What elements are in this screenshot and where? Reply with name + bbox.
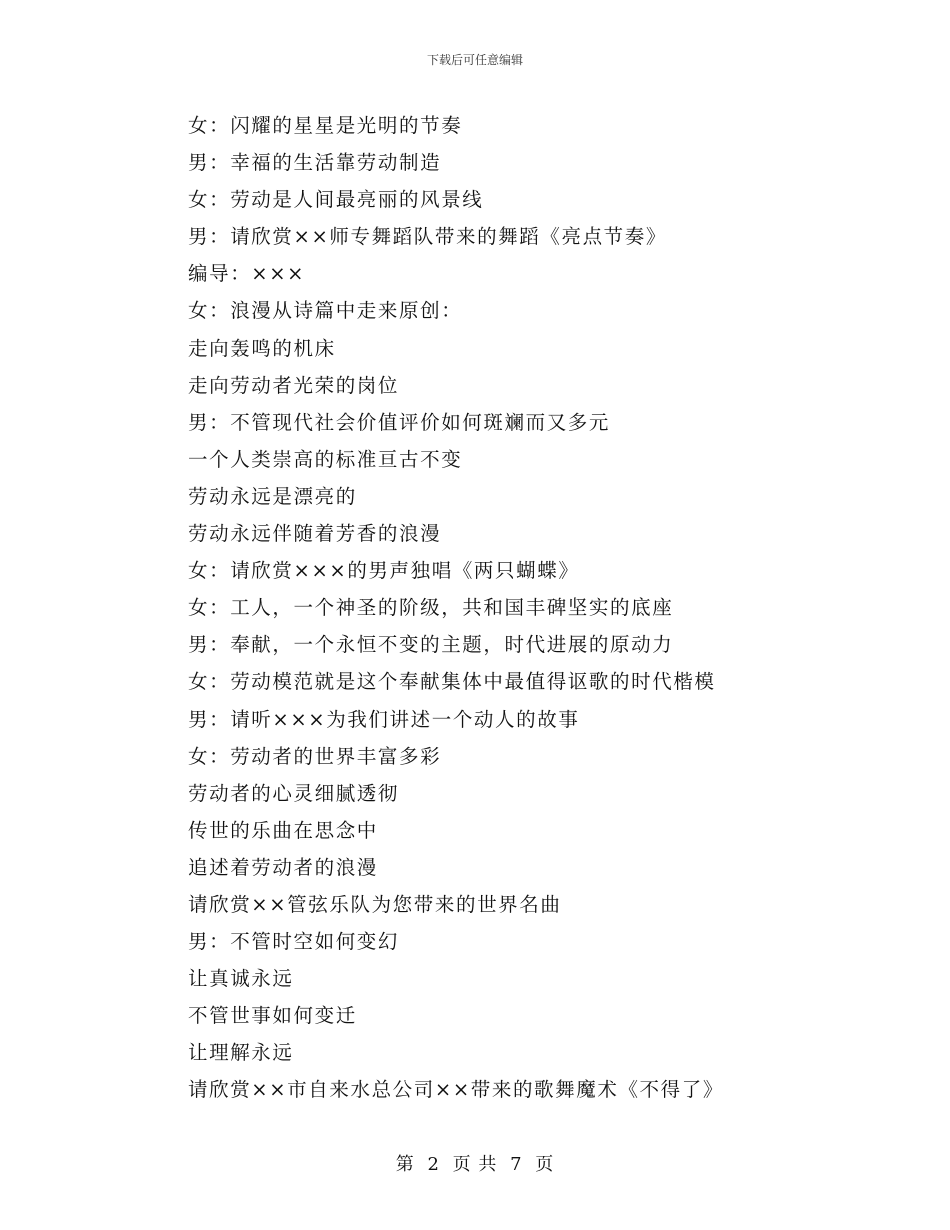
text-line: 女：闪耀的星星是光明的节奏 [188, 114, 463, 137]
text-line: 女：请欣赏×××的男声独唱《两只蝴蝶》 [188, 559, 580, 583]
text-line: 请欣赏××市自来水总公司××带来的歌舞魔术《不得了》 [188, 1078, 724, 1102]
text-line: 男：请听×××为我们讲述一个动人的故事 [188, 707, 580, 731]
text-line: 不管世事如何变迁 [188, 1004, 357, 1028]
text-line: 传世的乐曲在思念中 [188, 818, 378, 842]
text-line: 男：不管现代社会价值评价如何斑斓而又多元 [188, 410, 611, 434]
text-line: 让理解永远 [188, 1041, 294, 1065]
text-line: 女：浪漫从诗篇中走来原创： [188, 299, 463, 323]
text-line: 女：劳动模范就是这个奉献集体中最值得讴歌的时代楷模 [188, 670, 716, 694]
text-line: 女：劳动是人间最亮丽的风景线 [188, 188, 484, 212]
footer-suffix: 页 [535, 1154, 555, 1175]
text-line: 请欣赏××管弦乐队为您带来的世界名曲 [188, 892, 562, 916]
text-line: 走向劳动者光荣的岗位 [188, 373, 400, 397]
text-line: 一个人类崇高的标准亘古不变 [188, 447, 463, 471]
document-body [188, 107, 828, 1109]
text-line: 让真诚永远 [188, 967, 294, 991]
text-line: 男：幸福的生活靠劳动制造 [188, 151, 442, 175]
current-page-number: 2 [427, 1154, 440, 1175]
text-line: 男：不管时空如何变幻 [188, 930, 400, 954]
text-line: 劳动永远是漂亮的 [188, 484, 357, 508]
text-line: 女：工人，一个神圣的阶级，共和国丰碑坚实的底座 [188, 596, 674, 620]
text-line: 劳动永远伴随着芳香的浪漫 [188, 522, 442, 546]
text-line: 劳动者的心灵细腻透彻 [188, 781, 400, 805]
page-number-footer [0, 1153, 950, 1177]
text-line: 追述着劳动者的浪漫 [188, 855, 378, 879]
footer-prefix: 第 [395, 1154, 415, 1175]
text-line: 男：请欣赏××师专舞蹈队带来的舞蹈《亮点节奏》 [188, 225, 667, 249]
total-page-count: 7 [510, 1154, 523, 1175]
text-line: 男：奉献，一个永恒不变的主题，时代进展的原动力 [188, 633, 674, 657]
page-header: 下载后可任意编辑 [426, 53, 523, 67]
text-line: 女：劳动者的世界丰富多彩 [188, 744, 442, 768]
text-line: 编导：××× [188, 262, 306, 286]
footer-middle: 页 共 [452, 1154, 498, 1175]
text-line: 走向轰鸣的机床 [188, 336, 336, 360]
